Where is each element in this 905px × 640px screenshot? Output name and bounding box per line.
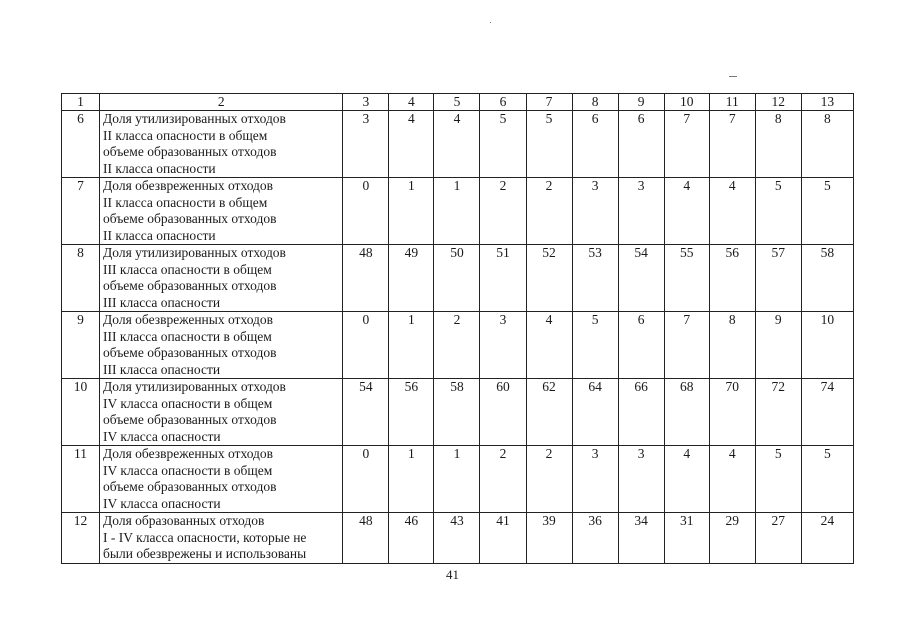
indicator-description: Доля обезвреженных отходов III класса опасности в общем объеме образованных отходов III класса опасности	[100, 312, 343, 379]
row-number: 11	[62, 446, 100, 513]
header-cell: 10	[664, 94, 709, 111]
header-cell: 13	[801, 94, 853, 111]
value-cell: 4	[389, 111, 434, 178]
value-cell: 56	[709, 245, 755, 312]
value-cell: 4	[709, 178, 755, 245]
value-cell: 3	[572, 178, 618, 245]
value-cell: 50	[434, 245, 480, 312]
value-cell: 27	[755, 513, 801, 564]
value-cell: 1	[389, 312, 434, 379]
indicator-description: Доля утилизированных отходов III класса опасности в общем объеме образованных отходов III класса опасности	[100, 245, 343, 312]
value-cell: 7	[664, 111, 709, 178]
value-cell: 7	[709, 111, 755, 178]
value-cell: 66	[618, 379, 664, 446]
value-cell: 5	[480, 111, 526, 178]
value-cell: 1	[434, 446, 480, 513]
value-cell: 5	[526, 111, 572, 178]
header-cell: 5	[434, 94, 480, 111]
header-cell: 4	[389, 94, 434, 111]
page-number: 41	[446, 567, 459, 582]
value-cell: 2	[434, 312, 480, 379]
value-cell: 24	[801, 513, 853, 564]
indicator-description: Доля утилизированных отходов IV класса опасности в общем объеме образованных отходов IV класса опасности	[100, 379, 343, 446]
value-cell: 54	[343, 379, 389, 446]
value-cell: 5	[755, 178, 801, 245]
table-row	[62, 245, 854, 312]
table-row	[62, 178, 854, 245]
row-number: 7	[62, 178, 100, 245]
row-number: 9	[62, 312, 100, 379]
value-cell: 0	[343, 312, 389, 379]
value-cell: 68	[664, 379, 709, 446]
value-cell: 3	[618, 446, 664, 513]
value-cell: 5	[572, 312, 618, 379]
value-cell: 39	[526, 513, 572, 564]
data-table	[61, 93, 854, 564]
header-cell: 7	[526, 94, 572, 111]
value-cell: 48	[343, 513, 389, 564]
table-row	[62, 446, 854, 513]
header-cell: 2	[100, 94, 343, 111]
value-cell: 31	[664, 513, 709, 564]
value-cell: 3	[618, 178, 664, 245]
table-row	[62, 513, 854, 564]
value-cell: 5	[801, 178, 853, 245]
value-cell: 6	[618, 111, 664, 178]
value-cell: 53	[572, 245, 618, 312]
row-number: 6	[62, 111, 100, 178]
table-header-row	[62, 94, 854, 111]
header-cell: 9	[618, 94, 664, 111]
row-number: 10	[62, 379, 100, 446]
value-cell: 48	[343, 245, 389, 312]
row-number: 8	[62, 245, 100, 312]
value-cell: 4	[664, 178, 709, 245]
value-cell: 54	[618, 245, 664, 312]
value-cell: 62	[526, 379, 572, 446]
value-cell: 8	[755, 111, 801, 178]
value-cell: 52	[526, 245, 572, 312]
scan-speck	[729, 76, 737, 77]
value-cell: 29	[709, 513, 755, 564]
indicator-description: Доля обезвреженных отходов II класса опасности в общем объеме образованных отходов II класса опасности	[100, 178, 343, 245]
value-cell: 49	[389, 245, 434, 312]
value-cell: 51	[480, 245, 526, 312]
value-cell: 2	[526, 178, 572, 245]
header-cell: 3	[343, 94, 389, 111]
value-cell: 70	[709, 379, 755, 446]
value-cell: 74	[801, 379, 853, 446]
header-cell: 1	[62, 94, 100, 111]
indicator-description: Доля утилизированных отходов II класса опасности в общем объеме образованных отходов II класса опасности	[100, 111, 343, 178]
value-cell: 64	[572, 379, 618, 446]
value-cell: 3	[343, 111, 389, 178]
value-cell: 57	[755, 245, 801, 312]
value-cell: 56	[389, 379, 434, 446]
table-row	[62, 379, 854, 446]
value-cell: 0	[343, 178, 389, 245]
value-cell: 34	[618, 513, 664, 564]
value-cell: 4	[526, 312, 572, 379]
header-cell: 8	[572, 94, 618, 111]
value-cell: 1	[389, 446, 434, 513]
header-cell: 12	[755, 94, 801, 111]
value-cell: 43	[434, 513, 480, 564]
value-cell: 58	[801, 245, 853, 312]
row-number: 12	[62, 513, 100, 564]
value-cell: 4	[664, 446, 709, 513]
value-cell: 46	[389, 513, 434, 564]
value-cell: 36	[572, 513, 618, 564]
value-cell: 72	[755, 379, 801, 446]
value-cell: 5	[801, 446, 853, 513]
value-cell: 8	[801, 111, 853, 178]
table-row	[62, 111, 854, 178]
indicator-description: Доля обезвреженных отходов IV класса опасности в общем объеме образованных отходов IV класса опасности	[100, 446, 343, 513]
value-cell: 55	[664, 245, 709, 312]
value-cell: 58	[434, 379, 480, 446]
value-cell: 60	[480, 379, 526, 446]
value-cell: 3	[480, 312, 526, 379]
header-cell: 6	[480, 94, 526, 111]
value-cell: 1	[434, 178, 480, 245]
value-cell: 2	[480, 178, 526, 245]
value-cell: 7	[664, 312, 709, 379]
value-cell: 10	[801, 312, 853, 379]
value-cell: 8	[709, 312, 755, 379]
value-cell: 3	[572, 446, 618, 513]
value-cell: 4	[434, 111, 480, 178]
value-cell: 1	[389, 178, 434, 245]
table-body	[62, 94, 854, 564]
table-row	[62, 312, 854, 379]
value-cell: 2	[526, 446, 572, 513]
value-cell: 2	[480, 446, 526, 513]
value-cell: 0	[343, 446, 389, 513]
header-cell: 11	[709, 94, 755, 111]
value-cell: 6	[572, 111, 618, 178]
value-cell: 9	[755, 312, 801, 379]
scan-speck	[490, 22, 491, 23]
value-cell: 6	[618, 312, 664, 379]
value-cell: 4	[709, 446, 755, 513]
indicator-description: Доля образованных отходов I - IV класса опасности, которые не были обезврежены и использованы	[100, 513, 343, 564]
value-cell: 41	[480, 513, 526, 564]
value-cell: 5	[755, 446, 801, 513]
